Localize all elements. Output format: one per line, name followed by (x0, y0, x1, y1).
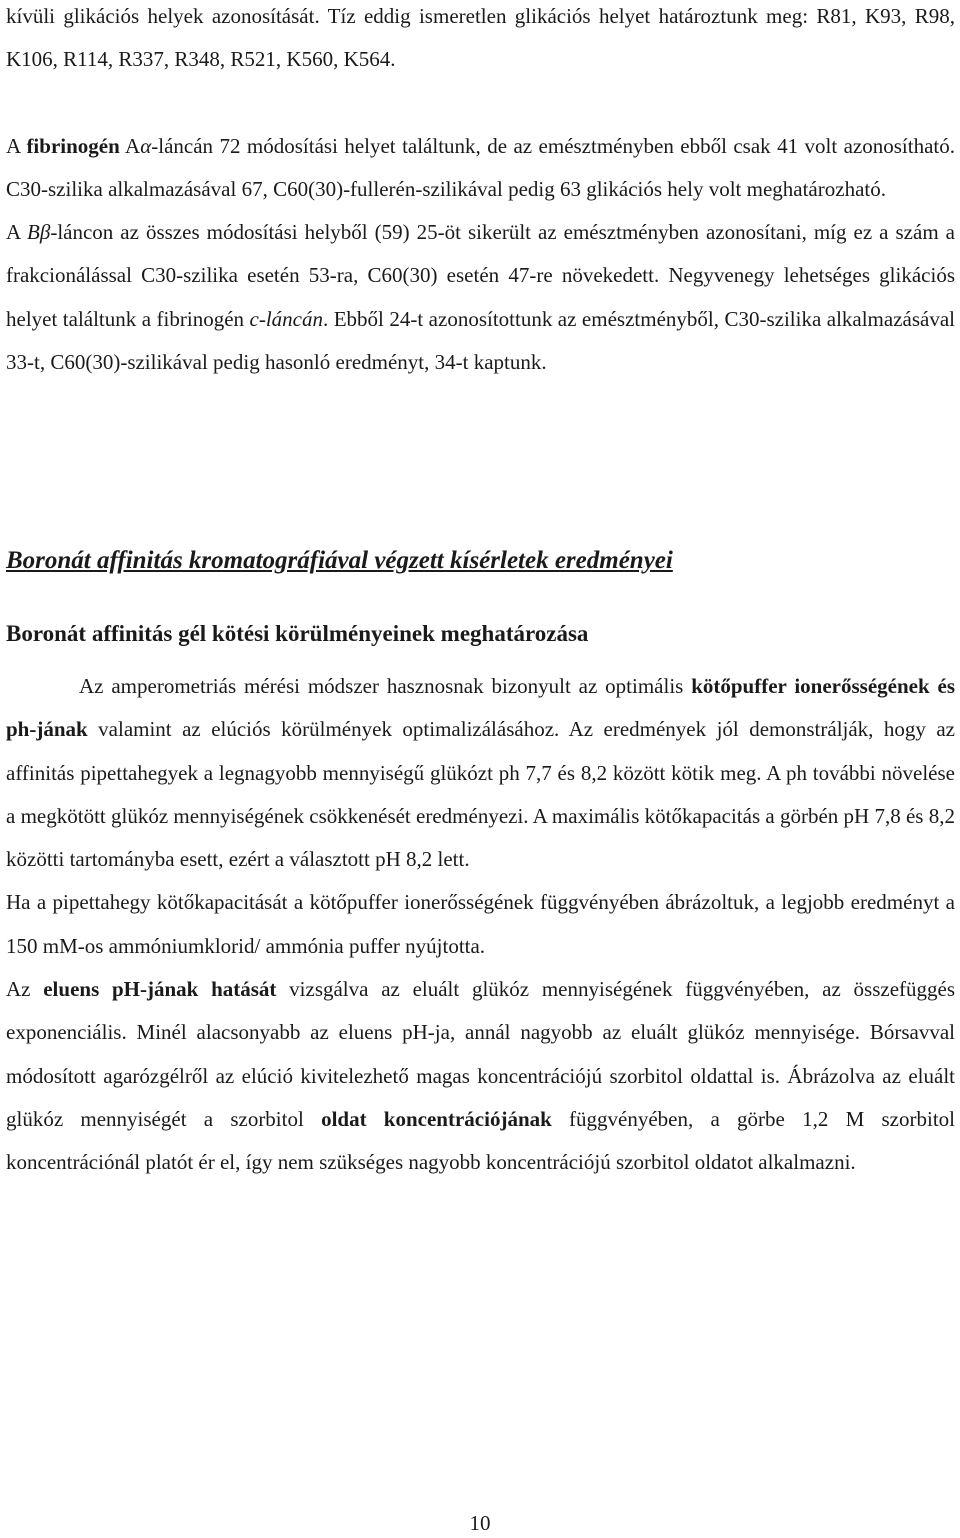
text-run: Az (6, 977, 44, 1002)
body-text-block (6, 665, 955, 1185)
text-run: A (119, 133, 141, 158)
bold-term: eluens pH-jának hatását (43, 977, 277, 1002)
italic-chain-name: Bβ (27, 220, 51, 245)
text-run: A (6, 220, 28, 245)
top-text-block (6, 0, 955, 384)
text-run: Az amperometriás mérési módszer hasznosnak bizonyult az optimális (79, 674, 692, 698)
bold-term: oldat koncentrációjának (321, 1106, 552, 1131)
text-run: vizsgálva az eluált glükóz mennyiségének függvényében, az összefüggés exponenciális. Minél alacsonyabb az eluens pH-ja, annál nagyobb az eluált glükóz mennyisége. Bórsavval módosított agarózgélről az elúció kivitelezhető magas koncentrációjú szorbitol oldattal is. Ábrázolva az eluált glükóz mennyiségét a szorbitol (6, 977, 955, 1131)
text-run: függvényében, a görbe 1,2 M szorbitol koncentrációnál platót ér el, így nem szükséges nagyobb koncentrációjú szorbitol oldatot alkalmazni. (6, 1106, 955, 1175)
paragraph-beta-gamma-chain (6, 211, 955, 384)
italic-chain-name: c-láncán (249, 306, 323, 331)
text-run: A (6, 133, 27, 158)
text-run: valamint az elúciós körülmények optimalizálásához. Az eredmények jól demonstrálják, hogy az affinitás pipettahegyek a legnagyobb mennyiségű glükózt ph 7,7 és 8,2 között kötik meg. A ph további növelése a megkötött glükóz mennyiségének csökkenését eredményezi. A maximális kötőkapacitás a görbén pH 7,8 és 8,2 közötti tartományba esett, ezért a választott pH 8,2 lett. (6, 717, 955, 872)
subsection-title: Boronát affinitás gél kötési körülményeinek meghatározása (6, 621, 589, 646)
italic-greek-alpha: α (140, 133, 152, 158)
paragraph-text: Ha a pipettahegy kötőkapacitását a kötőpuffer ionerősségének függvényében ábrázoltuk, a legjobb eredményt a 150 mM-os ammóniumklorid/ ammónia puffer nyújtotta. (6, 890, 955, 958)
paragraph-text: kívüli glikációs helyek azonosítását. Tíz eddig ismeretlen glikációs helyet határoztunk meg: R81, K93, R98, K106, R114, R337, R348, R521, K560, K564. (6, 4, 955, 72)
paragraph-glycation-sites (6, 0, 955, 82)
paragraph-alpha-chain (6, 125, 955, 212)
bold-term: kötőpuffer ionerősségének és ph-jának (6, 674, 955, 742)
section-title: Boronát affinitás kromatográfiával végzett kísérletek eredményei (6, 547, 673, 574)
text-run: -láncán 72 módosítási helyet találtunk, de az emésztményben ebből csak 41 volt azonosítható. C30-szilika alkalmazásával 67, C60(30)-fullerén-szilikával pedig 63 glikációs hely volt meghatározható. (6, 133, 955, 201)
text-run: -láncon az összes módosítási helyből (59) 25-öt sikerült az emésztményben azonosítani, míg ez a szám a frakcionálással C30-szilika esetén 53-ra, C60(30) esetén 47-re növekedett. Negyvenegy lehetséges glikációs helyet találtunk a fibrinogén (6, 220, 955, 331)
paragraph-binding-conditions (6, 665, 955, 881)
bold-term-fibrinogen: fibrinogén (26, 133, 120, 158)
paragraph-ionic-strength (6, 881, 955, 968)
paragraph-eluent-ph (6, 968, 955, 1184)
blank-line (6, 82, 955, 125)
page-number: 10 (469, 1511, 491, 1535)
text-run: . Ebből 24-t azonosítottunk az emésztményből, C30-szilika alkalmazásával 33-t, C60(30)-szilikával pedig hasonló eredményt, 34-t kaptunk. (6, 306, 956, 375)
